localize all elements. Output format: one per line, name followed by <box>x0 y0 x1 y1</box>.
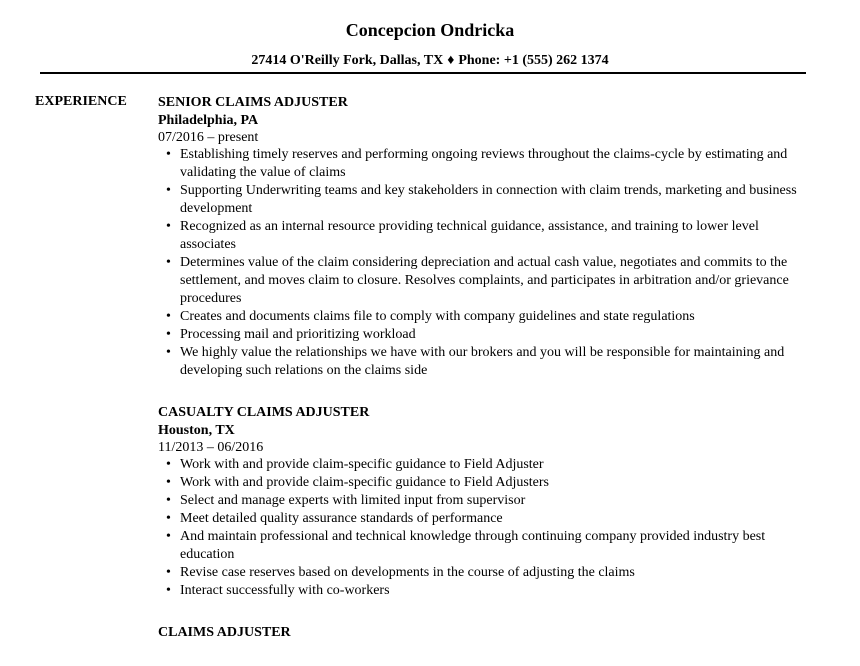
job-title: CASUALTY CLAIMS ADJUSTER <box>158 405 370 420</box>
diamond-separator-icon: ♦ <box>447 53 455 68</box>
experience-list <box>158 94 808 666</box>
bullet-item: • We highly value the relationships we have with our brokers and you will be responsible for maintaining and developing such relations on the claims side <box>158 344 808 380</box>
bullet-item: • Recognized as an internal resource providing technical guidance, assistance, and training to lower level associates <box>158 218 808 254</box>
bullet-item: • Creates and documents claims file to comply with company guidelines and state regulations <box>158 308 808 326</box>
job-title: SENIOR CLAIMS ADJUSTER <box>158 95 348 110</box>
bullet-item: • Interact successfully with co-workers <box>158 582 808 600</box>
contact-line <box>0 53 860 69</box>
bullet-item: • Determines value of the claim considering depreciation and actual cash value, negotiates and commits to the settlement, and moves claim to closure. Resolves complaints, and participates in arbitration and/or grievance procedures <box>158 254 808 308</box>
bullet-item: • Work with and provide claim-specific guidance to Field Adjuster <box>158 456 808 474</box>
bullet-item: • And maintain professional and technical knowledge through continuing company provided industry best education <box>158 528 808 564</box>
section-label-experience: EXPERIENCE <box>35 94 127 109</box>
bullet-list <box>158 146 808 380</box>
bullet-item: • Processing mail and prioritizing workload <box>158 326 808 344</box>
header-divider <box>40 72 806 74</box>
job-location: Philadelphia, PA <box>158 113 259 128</box>
job-location: Houston, TX <box>158 423 235 438</box>
address: 27414 O'Reilly Fork, Dallas, TX <box>251 53 444 68</box>
bullet-item: • Supporting Underwriting teams and key stakeholders in connection with claim trends, marketing and business development <box>158 182 808 218</box>
bullet-item: • Work with and provide claim-specific guidance to Field Adjusters <box>158 474 808 492</box>
job-title: CLAIMS ADJUSTER <box>158 625 291 640</box>
bullet-item: • Establishing timely reserves and performing ongoing reviews throughout the claims-cycle by estimating and validating the value of claims <box>158 146 808 182</box>
job-entry <box>158 404 808 600</box>
candidate-name: Concepcion Ondricka <box>345 20 515 40</box>
bullet-item: • Meet detailed quality assurance standards of performance <box>158 510 808 528</box>
phone: Phone: +1 (555) 262 1374 <box>458 53 609 68</box>
bullet-list <box>158 456 808 600</box>
job-dates: 11/2013 – 06/2016 <box>158 440 264 455</box>
bullet-item: • Revise case reserves based on developments in the course of adjusting the claims <box>158 564 808 582</box>
job-dates: 07/2016 – present <box>158 130 259 145</box>
job-entry <box>158 94 808 380</box>
bullet-item: • Select and manage experts with limited input from supervisor <box>158 492 808 510</box>
job-entry <box>158 624 808 642</box>
